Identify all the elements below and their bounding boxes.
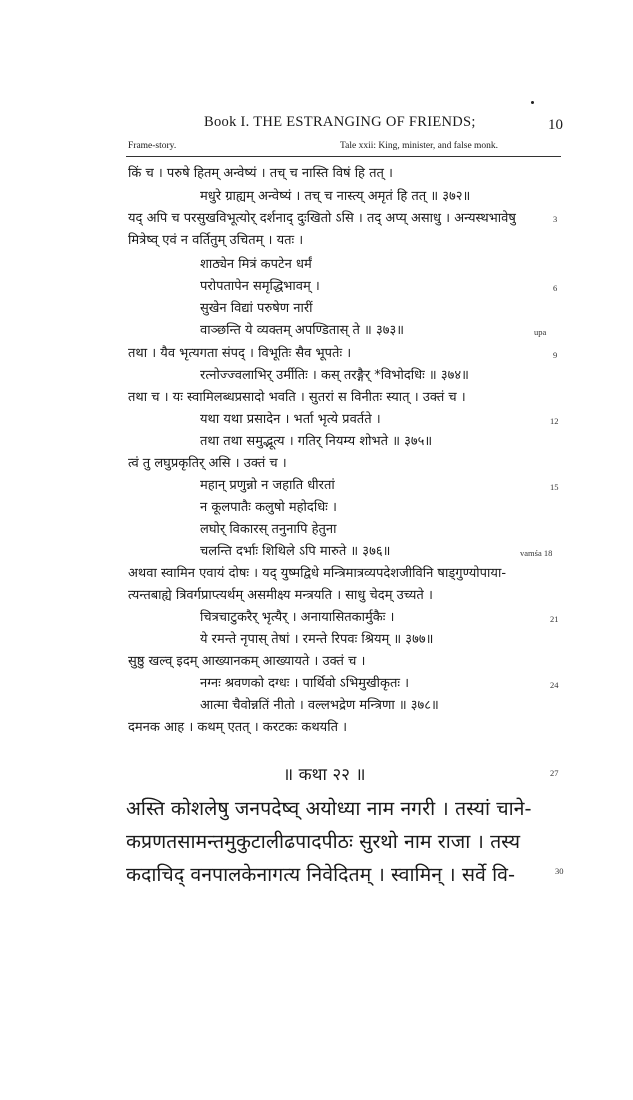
prose-line-1: अस्ति कोशलेषु जनपदेष्व् अयोध्या नाम नगरी । तस्यां चाने-: [126, 797, 532, 820]
line-number: 6: [553, 283, 558, 293]
text-line-3: यद् अपि च परसुखविभूत्योर् दर्शनाद् दुःखितो ऽसि । तद् अप्य् असाधु । अन्यस्थभावेषु: [128, 211, 516, 226]
metre-label: vamśa 18: [520, 548, 553, 558]
text-line-8: वाञ्छन्ति ये व्यक्तम् अपण्डितास् ते ॥ ३७३॥: [200, 323, 405, 338]
running-head: Book I. THE ESTRANGING OF FRIENDS;: [204, 114, 476, 130]
text-line-17: लघोर् विकारस् तनुनापि हेतुना: [200, 522, 337, 537]
line-number: 12: [550, 416, 559, 426]
text-line-15: महान् प्रणुन्नो न जहाति धीरतां: [200, 478, 335, 493]
section-title: ॥ कथा २२ ॥: [283, 765, 366, 785]
text-line-20: त्यन्तबाह्ये त्रिवर्गप्राप्त्यर्थम् असमीक्ष्य मन्त्रयति । साधु चेदम् उच्यते ।: [128, 588, 433, 603]
line-number: 24: [550, 680, 559, 690]
text-line-21: चित्रचाटुकरैर् भृत्यैर् । अनायासितकार्मुकैः ।: [200, 610, 395, 625]
text-line-23: सुष्ठु खल्व् इदम् आख्यानकम् आख्यायते । उक्तं च ।: [128, 654, 366, 669]
line-number: 15: [550, 482, 559, 492]
line-number: 9: [553, 350, 558, 360]
left-subhead: Frame-story.: [128, 141, 177, 151]
text-line-18: चलन्ति दर्भाः शिथिले ऽपि मारुते ॥ ३७६॥: [200, 544, 391, 559]
header-rule: [126, 156, 561, 157]
line-number: 27: [550, 768, 559, 778]
text-line-16: न कूलपातैः कलुषो महोदधिः ।: [200, 500, 337, 515]
text-line-4: मित्रेष्व् एवं न वर्तितुम् उचितम् । यतः ।: [128, 233, 304, 248]
text-line-25: आत्मा चैवोन्नतिं नीतो । वल्लभद्रेण मन्त्रिणा ॥ ३७८॥: [200, 698, 439, 713]
text-line-24: नग्नः श्रवणको दग्धः । पार्थिवो ऽभिमुखीकृतः ।: [200, 676, 410, 691]
text-line-22: ये रमन्ते नृपास् तेषां । रमन्ते रिपवः श्रियम् ॥ ३७७॥: [200, 632, 434, 647]
line-number: 3: [553, 214, 558, 224]
text-line-9: तथा । यैव भृत्यगता संपद् । विभूतिः सैव भूपतेः ।: [128, 346, 352, 361]
text-line-2: मधुरे ग्राह्यम् अन्वेष्यं । तच् च नास्त्य् अमृतं हि तत् ॥ ३७२॥: [200, 189, 471, 204]
text-line-19: अथवा स्वामिन एवायं दोषः । यद् युष्मद्विधे मन्त्रिमात्रव्यपदेशजीविनि षाड्गुण्योपाया-: [128, 566, 507, 581]
line-number: 21: [550, 614, 559, 624]
text-line-6: परोपतापेन समृद्धिभावम् ।: [200, 279, 320, 294]
text-line-14: त्वं तु लघुप्रकृतिर् असि । उक्तं च ।: [128, 456, 287, 471]
metre-label: upa: [534, 327, 547, 337]
text-line-7: सुखेन विद्यां परुषेण नारीं: [200, 301, 313, 316]
prose-line-3: कदाचिद् वनपालकेनागत्य निवेदितम् । स्वामिन् । सर्वे वि-: [126, 863, 516, 886]
ink-speck: [531, 101, 534, 104]
line-number: 30: [555, 866, 564, 876]
text-line-1: किं च । परुषे हितम् अन्वेष्यं । तच् च नास्ति विषं हि तत् ।: [128, 166, 393, 181]
text-line-26: दमनक आह । कथम् एतत् । करटकः कथयति ।: [128, 720, 348, 735]
prose-line-2: कप्रणतसामन्तमुकुटालीढपादपीठः सुरथो नाम राजा । तस्य: [126, 830, 521, 853]
text-line-11: तथा च । यः स्वामिलब्धप्रसादो भवति । सुतरां स विनीतः स्यात् । उक्तं च ।: [128, 390, 466, 405]
text-line-10: रत्नोज्ज्वलाभिर् उर्मीतिः । कस् तरङ्गैर् *विभोदधिः ॥ ३७४॥: [200, 368, 469, 383]
page-number: 10: [548, 117, 563, 133]
right-subhead: Tale xxii: King, minister, and false monk.: [340, 141, 499, 151]
text-line-5: शाठ्येन मित्रं कपटेन धर्मं: [200, 257, 312, 272]
text-line-13: तथा तथा समुद्भूत्य । गतिर् नियम्य शोभते ॥ ३७५॥: [200, 434, 433, 449]
text-line-12: यथा यथा प्रसादेन । भर्ता भृत्ये प्रवर्तते ।: [200, 412, 381, 427]
